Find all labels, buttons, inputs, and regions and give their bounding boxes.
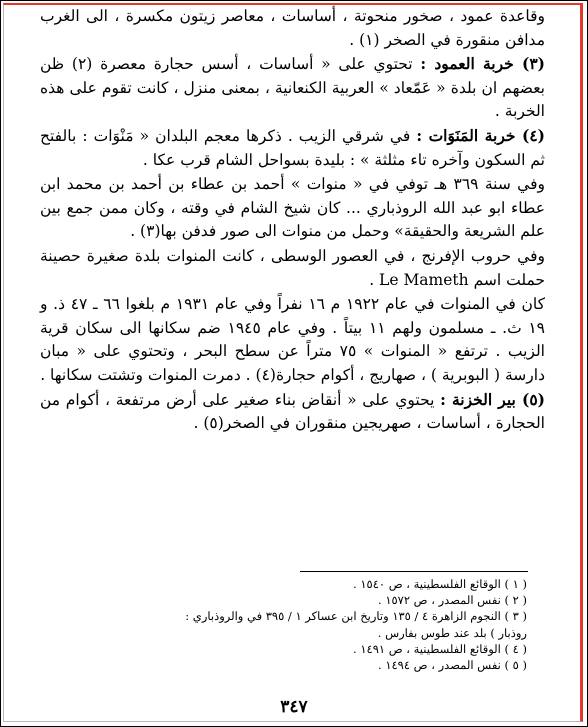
paragraph-7 [40, 388, 545, 436]
footnote-4: ( ٤ ) الوقائع الفلسطينية ، ص ١٤٩١ . [353, 641, 527, 656]
page-number: ٣٤٧ [280, 697, 308, 717]
paragraph-heading: (٥) بير الخزنة : [440, 389, 545, 409]
footnote-3: ( ٣ ) النجوم الزاهرة ٤ / ١٣٥ وتاريخ ابن عساكر ١ / ٣٩٥ في والروذباري : [185, 609, 527, 624]
paragraph-text: كان في المنوات في عام ١٩٢٢ م ١٦ نفراً وفي عام ١٩٣١ م بلغوا ٦٦ ـ ٤٧ ذ. و ١٩ ث. ـ مسلمون ولهم ١١ بيتاً . وفي عام ١٩٤٥ ضم سكانها الى سكان قرية الزيب . ترتفع « المنوات » ٧٥ متراً عن سطح البحر ، وتحتوي على « مبان دارسة ( البوبرية ) ، صهاريج ، أكوام حجارة(٤) . دمرت المنوات وتشتت سكانها . [40, 295, 545, 384]
paragraph-heading: (٣) خربة العمود : [420, 54, 545, 74]
footnote-divider [300, 571, 528, 572]
paragraph-4 [40, 172, 545, 244]
paragraph-text: يحتوي على « أنقاض بناء صغير على أرض مرتفعة ، أكوام من الحجارة ، أساسات ، صهريجين منقوران في الصخر(٥) . [40, 390, 545, 433]
paragraph-3 [40, 124, 545, 172]
paragraph-heading: (٤) خربة المَنَوَات : [416, 125, 545, 145]
paragraph-text: وقاعدة عمود ، صخور منحوتة ، أساسات ، معاصر زيتون مكسرة ، الى الغرب مدافن منقورة في الصخر (١) . [40, 7, 545, 49]
paragraph-text: في شرقي الزيب . ذكرها معجم البلدان « مَنْوَات : بالفتح ثم السكون وآخره تاء مثلثة » : بليدة بسواحل الشام قرب عكا . [40, 126, 545, 169]
paragraph-6 [40, 292, 545, 387]
paragraph-5 [40, 244, 545, 292]
footnote-5: ( ٥ ) نفس المصدر ، ص ١٤٩٤ . [378, 658, 527, 673]
paragraph-2 [40, 52, 545, 124]
paragraph-1 [40, 4, 545, 52]
footnote-3-continued: روذبار ) بلد عند طوس بفارس . [377, 625, 527, 640]
footnotes [185, 576, 527, 673]
paragraph-text: وفي سنة ٣٦٩ هـ توفي في « منوات » أحمد بن عطاء بن أحمد بن محمد ابن عطاء ابو عبد الله الروذباري ... كان شيخ الشام في وقته ، وكان ممن جمع بين علم الشريعة والحقيقة» وحمل من منوات الى صور فدفن بها(٣) . [40, 175, 545, 241]
paragraph-text: تحتوي على « أساسات ، أسس حجارة معصرة (٢) ظن بعضهم ان بلدة « عَمّعاد » العربية الكنعانية ، بمعنى منزل ، كانت تقوم على هذه الخربة . [40, 55, 545, 121]
paragraph-text: وفي حروب الإفرنج ، في العصور الوسطى ، كانت المنوات بلدة صغيرة حصينة حملت اسم Le Mameth . [40, 246, 545, 289]
footnote-2: ( ٢ ) نفس المصدر ، ص ١٥٧٢ . [378, 593, 527, 608]
page-body [40, 4, 545, 564]
footnote-1: ( ١ ) الوقائع الفلسطينية ، ص ١٥٤٠ . [353, 577, 527, 591]
